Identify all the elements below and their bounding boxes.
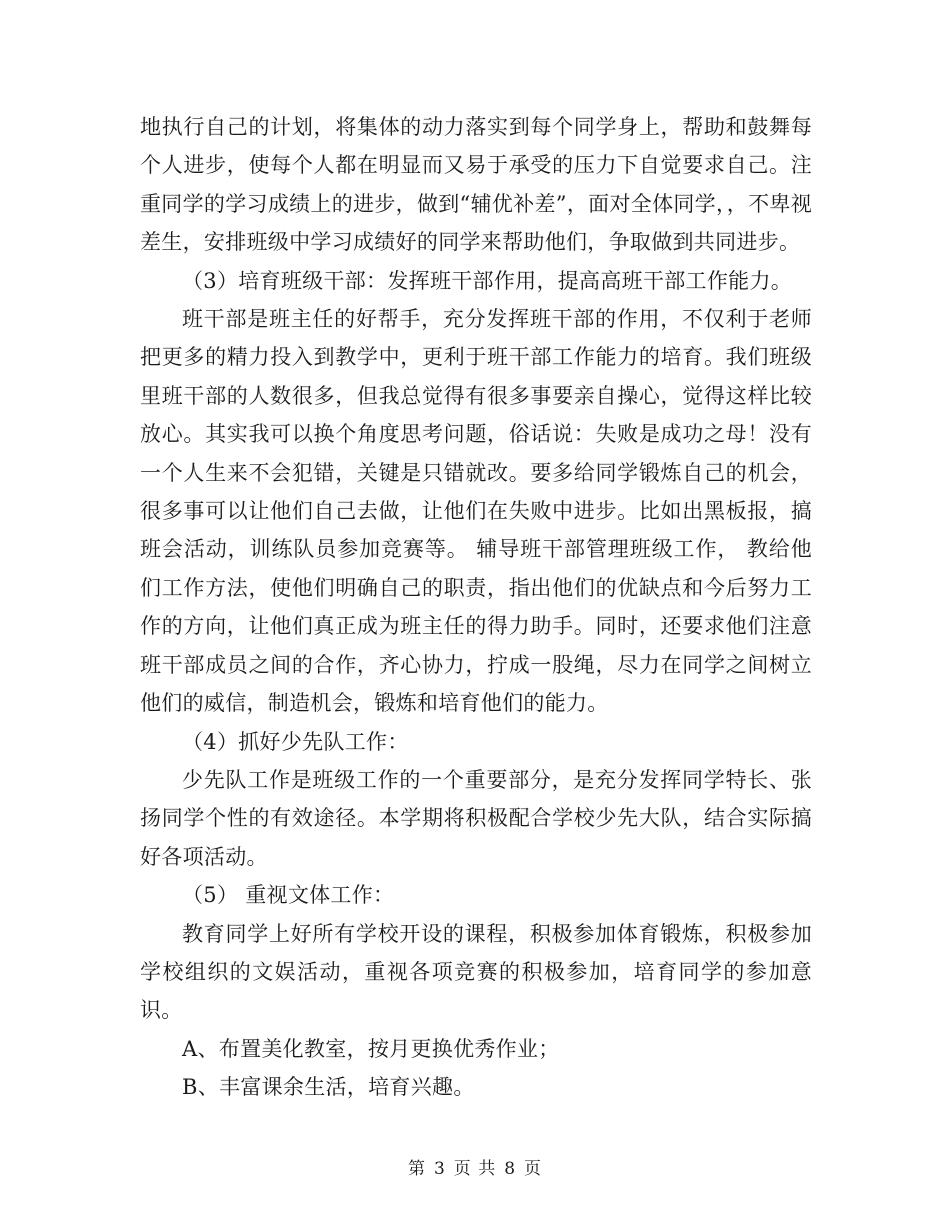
footer-suffix: 页	[524, 1159, 543, 1179]
paragraph-continuation: 地执行自己的计划，将集体的动力落实到每个同学身上，帮助和鼓舞每个人进步，使每个人都在明显而又易于承受的压力下自觉要求自己。注重同学的学习成绩上的进步，做到“辅优补差”，面对全体同学，，不卑视差生，安排班级中学习成绩好的同学来帮助他们，争取做到共同进步。	[140, 115, 812, 255]
section-heading-5: （5） 重视文体工作：	[182, 883, 395, 908]
footer-current-page: 3	[433, 1159, 446, 1179]
paragraph-class-cadres: 班干部是班主任的好帮手，充分发挥班干部的作用，不仅利于老师把更多的精力投入到教学中，更利于班干部工作能力的培育。我们班级里班干部的人数很多，但我总觉得有很多事要亲自操心，觉得这样比较放心。其实我可以换个角度思考问题，俗话说：失败是成功之母！没有一个人生来不会犯错，关键是只错就改。要多给同学锻炼自己的机会，很多事可以让他们自己去做，让他们在失败中进步。比如出黑板报，搞班会活动，训练队员参加竞赛等。 辅导班干部管理班级工作， 教给他们工作方法，使他们明确自己的职责，指出他们的优缺点和今后努力工作的方向，让他们真正成为班主任的得力助手。同时，还要求他们注意班干部成员之间的合作，齐心协力，拧成一股绳，尽力在同学之间树立他们的威信，制造机会，锻炼和培育他们的能力。	[140, 307, 812, 716]
list-item-b: B、丰富课余生活，培育兴趣。	[182, 1075, 475, 1100]
footer-total-pages: 8	[504, 1159, 517, 1179]
section-heading-3: （3）培育班级干部：发挥班干部作用，提高高班干部工作能力。	[182, 268, 793, 293]
section-heading-4: （4）抓好少先队工作：	[182, 729, 409, 754]
document-body	[140, 108, 812, 1107]
footer-mid: 页 共	[453, 1159, 497, 1179]
page-footer	[0, 1154, 950, 1179]
paragraph-young-pioneers: 少先队工作是班级工作的一个重要部分，是充分发挥同学特长、张扬同学个性的有效途径。本学期将积极配合学校少先大队，结合实际搞好各项活动。	[140, 767, 812, 869]
paragraph-sports-arts: 教育同学上好所有学校开设的课程，积极参加体育锻炼，积极参加学校组织的文娱活动，重视各项竞赛的积极参加，培育同学的参加意识。	[140, 921, 812, 1023]
list-item-a: A、布置美化教室，按月更换优秀作业；	[182, 1036, 560, 1061]
footer-prefix: 第	[407, 1159, 426, 1179]
